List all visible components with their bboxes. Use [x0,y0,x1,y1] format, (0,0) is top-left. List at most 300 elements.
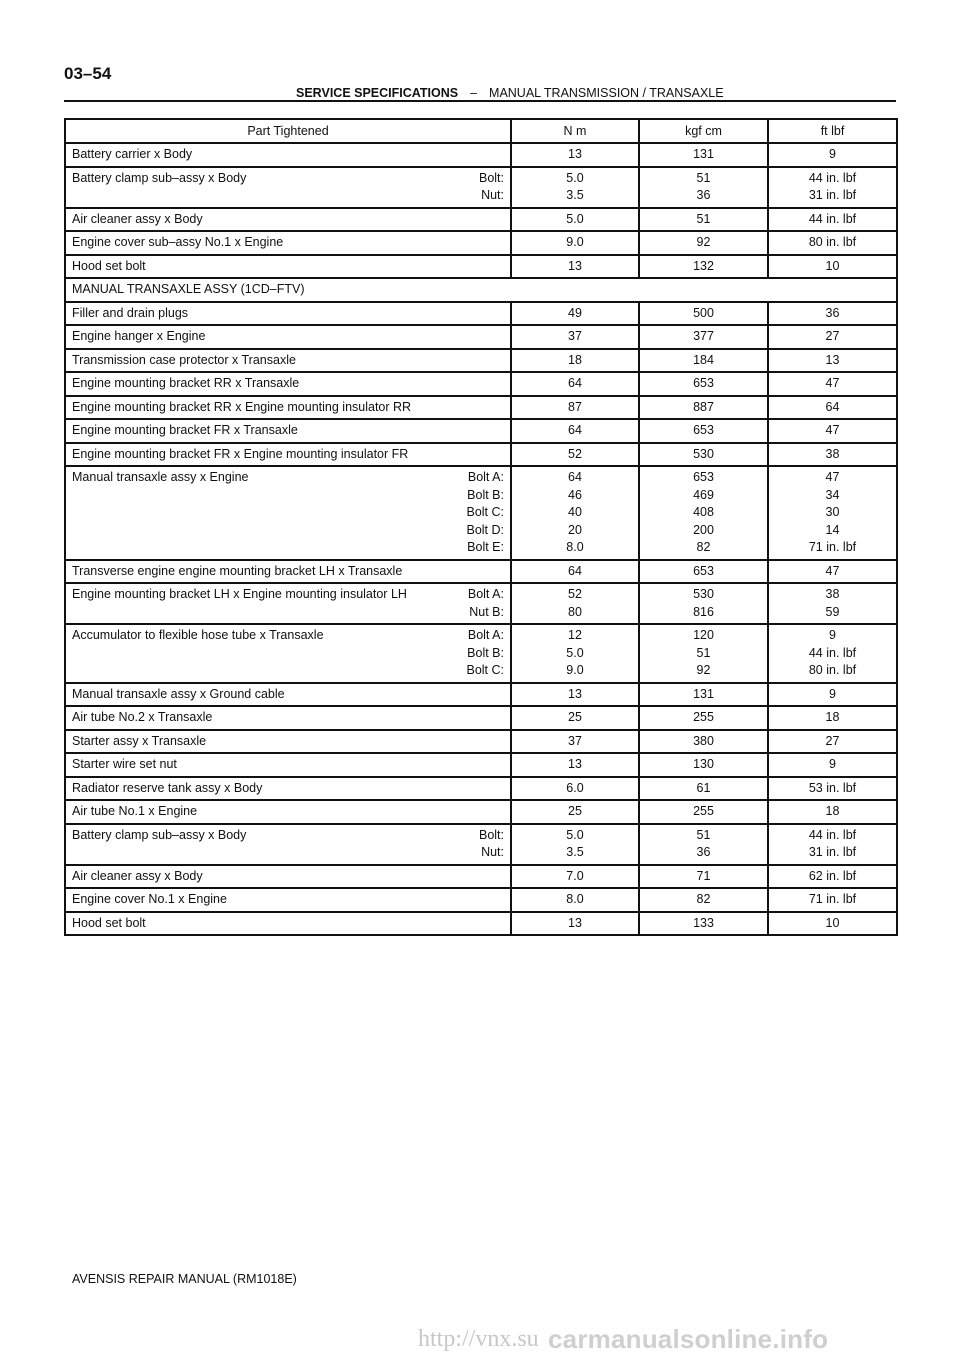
table-row [65,560,897,584]
torque-value: 27 [825,329,840,343]
ft-lbf-cell [768,865,897,889]
fastener-label: Bolt B: [467,487,504,502]
torque-value: 38 [825,446,840,461]
section-header [296,86,724,100]
torque-value: 9 [829,628,836,642]
torque-value: 59 [825,604,840,619]
torque-value: 530 [693,446,714,461]
torque-value: 64 [568,376,582,390]
nm-cell [511,706,639,730]
part-name: Hood set bolt [72,258,146,273]
table-row [65,167,897,208]
part-cell-content [72,868,504,886]
kgf-cm-cell [639,888,768,912]
part-cell [65,560,511,584]
nm-cell [511,302,639,326]
torque-value: 18 [825,710,840,724]
part-cell [65,231,511,255]
torque-value: 6.0 [566,780,584,795]
torque-value: 5.0 [566,645,584,660]
ft-lbf-cell [768,231,897,255]
table-row [65,824,897,865]
table-row [65,419,897,443]
nm-cell [511,143,639,167]
kgf-cm-cell [639,777,768,801]
torque-value: 82 [696,892,711,906]
part-cell-content [72,733,504,751]
part-cell [65,396,511,420]
part-name: Transverse engine engine mounting bracket LH x Transaxle [72,563,403,578]
kgf-cm-cell [639,208,768,232]
torque-value: 5.0 [566,170,584,185]
part-cell [65,753,511,777]
nm-cell [511,255,639,279]
kgf-cm-cell [639,302,768,326]
ft-lbf-cell [768,349,897,373]
part-name: Hood set bolt [72,915,146,930]
torque-value: 44 in. lbf [808,170,857,185]
torque-value: 51 [696,170,711,185]
ft-lbf-cell [768,583,897,624]
torque-value: 37 [568,329,582,343]
part-cell [65,372,511,396]
torque-value: 653 [693,376,714,390]
torque-value: 200 [693,522,714,537]
torque-value: 7.0 [566,868,584,883]
part-cell-content [72,827,504,862]
torque-value: 255 [693,710,714,724]
kgf-cm-cell [639,325,768,349]
torque-value: 653 [693,423,714,437]
part-cell-content [72,756,504,774]
torque-value: 9 [829,686,836,701]
kgf-cm-cell [639,231,768,255]
torque-value: 653 [693,563,714,578]
part-cell [65,912,511,936]
part-cell-content [72,780,504,798]
part-name: Filler and drain plugs [72,305,189,320]
nm-cell [511,231,639,255]
fastener-labels [468,586,504,621]
nm-cell [511,372,639,396]
ft-lbf-cell [768,167,897,208]
table-body [65,143,897,935]
torque-value: 133 [693,915,714,930]
ft-lbf-cell [768,824,897,865]
torque-value: 8.0 [566,540,584,554]
torque-value: 27 [825,733,840,748]
table-row [65,466,897,560]
kgf-cm-cell [639,372,768,396]
torque-value: 36 [696,188,711,202]
torque-value: 64 [568,423,582,437]
fastener-labels [479,827,504,862]
header-separator: – [470,86,478,100]
part-cell-content [72,305,504,323]
part-name: Radiator reserve tank assy x Body [72,780,263,795]
fastener-labels [466,627,504,680]
torque-value: 38 [825,587,840,601]
part-cell [65,325,511,349]
ft-lbf-cell [768,800,897,824]
fastener-label: Bolt B: [467,645,504,660]
torque-value: 82 [696,540,711,554]
part-cell-content [72,211,504,229]
torque-value: 31 in. lbf [808,188,857,202]
fastener-labels [479,170,504,205]
table-row [65,372,897,396]
torque-value: 71 [696,868,711,883]
nm-cell [511,349,639,373]
fastener-label: Bolt C: [466,663,504,677]
torque-value: 80 [568,604,582,619]
ft-lbf-cell [768,325,897,349]
section-title: SERVICE SPECIFICATIONS [296,86,459,100]
part-cell-content [72,422,504,440]
part-cell-content [72,352,504,370]
kgf-cm-cell [639,143,768,167]
part-cell [65,208,511,232]
kgf-cm-cell [639,167,768,208]
part-cell [65,624,511,683]
kgf-cm-cell [639,443,768,467]
part-name: Accumulator to flexible hose tube x Transaxle [72,628,324,642]
nm-cell [511,624,639,683]
part-cell [65,419,511,443]
torque-value: 13 [568,915,582,930]
part-cell [65,730,511,754]
part-cell-content [72,891,504,909]
kgf-cm-cell [639,560,768,584]
part-cell [65,583,511,624]
part-name: Engine cover No.1 x Engine [72,892,227,906]
part-cell [65,143,511,167]
part-cell [65,824,511,865]
torque-value: 44 in. lbf [808,211,857,226]
torque-value: 9 [829,147,836,161]
torque-value: 408 [693,505,714,519]
nm-cell [511,753,639,777]
torque-value: 49 [568,305,582,320]
nm-cell [511,912,639,936]
column-header-kgf: kgf cm [639,119,768,143]
table-row [65,396,897,420]
torque-value: 87 [568,399,582,414]
torque-value: 51 [696,645,711,660]
torque-value: 12 [568,628,582,642]
part-name: Engine mounting bracket FR x Engine mounting insulator FR [72,446,409,461]
ft-lbf-cell [768,777,897,801]
table-row [65,888,897,912]
ft-lbf-cell [768,443,897,467]
table-row [65,753,897,777]
table-row [65,349,897,373]
table-row [65,730,897,754]
nm-cell [511,208,639,232]
kgf-cm-cell [639,349,768,373]
part-name: Engine mounting bracket FR x Transaxle [72,423,298,437]
torque-value: 380 [693,733,714,748]
torque-value: 5.0 [566,211,584,226]
torque-value: 51 [696,211,711,226]
part-name: Battery carrier x Body [72,147,193,161]
torque-value: 13 [568,757,582,771]
ft-lbf-cell [768,730,897,754]
torque-value: 25 [568,710,582,724]
fastener-label: Nut: [481,845,504,859]
torque-value: 13 [825,352,840,367]
subsection-title: MANUAL TRANSMISSION / TRANSAXLE [489,86,724,100]
fastener-label: Nut: [481,188,504,202]
torque-value: 255 [693,804,714,818]
part-cell [65,888,511,912]
ft-lbf-cell [768,753,897,777]
part-cell [65,683,511,707]
table-header-row [65,119,897,143]
fastener-label: Bolt: [478,827,504,842]
torque-value: 18 [825,804,840,818]
part-cell [65,255,511,279]
torque-value: 10 [825,915,840,930]
part-cell-content [72,469,504,557]
torque-value: 25 [568,804,582,818]
torque-value: 31 in. lbf [808,845,857,859]
part-name: Air cleaner assy x Body [72,211,203,226]
column-header-nm: N m [511,119,639,143]
part-cell-content [72,446,504,464]
part-cell [65,167,511,208]
kgf-cm-cell [639,419,768,443]
table-row [65,325,897,349]
nm-cell [511,466,639,560]
torque-value: 80 in. lbf [808,663,857,677]
part-name: Transmission case protector x Transaxle [72,352,296,367]
part-cell-content [72,146,504,164]
kgf-cm-cell [639,865,768,889]
torque-value: 13 [568,258,582,273]
nm-cell [511,419,639,443]
torque-value: 71 in. lbf [808,540,857,554]
torque-value: 530 [693,587,714,601]
torque-value: 3.5 [566,845,584,859]
part-name: Engine cover sub–assy No.1 x Engine [72,235,284,249]
torque-value: 64 [568,563,582,578]
fastener-label: Bolt C: [466,505,504,519]
part-name: Battery clamp sub–assy x Body [72,827,247,842]
ft-lbf-cell [768,396,897,420]
nm-cell [511,167,639,208]
table-row [65,683,897,707]
section-label: MANUAL TRANSAXLE ASSY (1CD–FTV) [65,278,897,302]
table-row [65,624,897,683]
part-cell-content [72,234,504,252]
kgf-cm-cell [639,706,768,730]
torque-value: 40 [568,505,582,519]
torque-value: 80 in. lbf [808,235,857,249]
ft-lbf-cell [768,208,897,232]
part-cell-content [72,915,504,933]
part-cell-content [72,803,504,821]
nm-cell [511,865,639,889]
part-name: Engine hanger x Engine [72,329,206,343]
torque-value: 14 [825,522,840,537]
fastener-label: Bolt A: [467,628,504,642]
ft-lbf-cell [768,466,897,560]
torque-value: 64 [568,470,582,484]
torque-value: 131 [693,147,714,161]
part-name: Manual transaxle assy x Engine [72,470,249,484]
part-name: Manual transaxle assy x Ground cable [72,686,285,701]
torque-value: 61 [696,780,711,795]
ft-lbf-cell [768,706,897,730]
kgf-cm-cell [639,730,768,754]
torque-value: 92 [696,663,711,677]
torque-value: 653 [693,470,714,484]
torque-value: 51 [696,827,711,842]
fastener-label: Nut B: [469,604,504,619]
part-cell [65,443,511,467]
table-row [65,583,897,624]
torque-value: 500 [693,305,714,320]
header-rule [64,100,896,102]
part-cell-content [72,627,504,680]
torque-value: 92 [696,235,711,249]
kgf-cm-cell [639,255,768,279]
torque-value: 46 [568,487,582,502]
section-row [65,278,897,302]
torque-value: 47 [825,376,840,390]
ft-lbf-cell [768,143,897,167]
torque-value: 34 [825,487,840,502]
part-cell-content [72,258,504,276]
torque-value: 47 [825,470,840,484]
torque-value: 120 [693,628,714,642]
torque-value: 130 [693,757,714,771]
torque-value: 377 [693,329,714,343]
table-row [65,143,897,167]
ft-lbf-cell [768,302,897,326]
part-cell-content [72,586,504,621]
ft-lbf-cell [768,419,897,443]
ft-lbf-cell [768,624,897,683]
nm-cell [511,396,639,420]
torque-value: 13 [568,686,582,701]
kgf-cm-cell [639,583,768,624]
part-name: Air tube No.2 x Transaxle [72,710,213,724]
ft-lbf-cell [768,683,897,707]
nm-cell [511,683,639,707]
part-name: Engine mounting bracket LH x Engine mounting insulator LH [72,587,407,601]
column-header-part: Part Tightened [65,119,511,143]
fastener-label: Bolt A: [467,587,504,601]
kgf-cm-cell [639,624,768,683]
part-cell-content [72,328,504,346]
torque-value: 131 [693,686,714,701]
part-cell-content [72,686,504,704]
torque-value: 20 [568,522,582,537]
table-row [65,208,897,232]
table-row [65,912,897,936]
torque-value: 816 [693,604,714,619]
nm-cell [511,800,639,824]
table-row [65,800,897,824]
part-name: Starter wire set nut [72,757,177,771]
fastener-label: Bolt: [478,170,504,185]
nm-cell [511,730,639,754]
ft-lbf-cell [768,372,897,396]
ft-lbf-cell [768,560,897,584]
torque-value: 9 [829,757,836,771]
torque-value: 53 in. lbf [808,780,857,795]
column-header-ft: ft lbf [768,119,897,143]
part-cell-content [72,709,504,727]
nm-cell [511,888,639,912]
kgf-cm-cell [639,800,768,824]
ft-lbf-cell [768,912,897,936]
torque-value: 52 [568,446,582,461]
fastener-label: Bolt D: [466,522,504,537]
table-row [65,255,897,279]
torque-value: 5.0 [566,827,584,842]
table-row [65,706,897,730]
ft-lbf-cell [768,255,897,279]
fastener-label: Bolt A: [467,470,504,484]
watermark-url: http://vnx.su [418,1326,539,1352]
torque-spec-table [64,118,898,936]
torque-value: 13 [568,147,582,161]
torque-value: 10 [825,258,840,273]
torque-value: 132 [693,258,714,273]
torque-value: 36 [696,845,711,859]
table-row [65,443,897,467]
kgf-cm-cell [639,824,768,865]
torque-value: 52 [568,587,582,601]
part-name: Engine mounting bracket RR x Engine mounting insulator RR [72,399,412,414]
nm-cell [511,325,639,349]
part-cell [65,466,511,560]
kgf-cm-cell [639,396,768,420]
torque-value: 44 in. lbf [808,827,857,842]
torque-value: 64 [825,399,840,414]
fastener-labels [466,469,504,557]
table-row [65,231,897,255]
torque-value: 37 [568,733,582,748]
torque-value: 18 [568,352,582,367]
nm-cell [511,824,639,865]
torque-value: 184 [693,352,714,367]
kgf-cm-cell [639,912,768,936]
fastener-label: Bolt E: [467,540,504,554]
torque-value: 30 [825,505,840,519]
torque-value: 9.0 [566,663,584,677]
torque-value: 62 in. lbf [808,868,857,883]
nm-cell [511,443,639,467]
nm-cell [511,560,639,584]
kgf-cm-cell [639,466,768,560]
part-name: Starter assy x Transaxle [72,733,207,748]
torque-value: 887 [693,399,714,414]
nm-cell [511,583,639,624]
part-cell [65,706,511,730]
part-name: Battery clamp sub–assy x Body [72,170,247,185]
part-cell [65,800,511,824]
part-name: Air tube No.1 x Engine [72,804,198,818]
table-row [65,777,897,801]
part-name: Engine mounting bracket RR x Transaxle [72,376,300,390]
torque-value: 47 [825,423,840,437]
part-cell [65,865,511,889]
torque-value: 71 in. lbf [808,892,857,906]
